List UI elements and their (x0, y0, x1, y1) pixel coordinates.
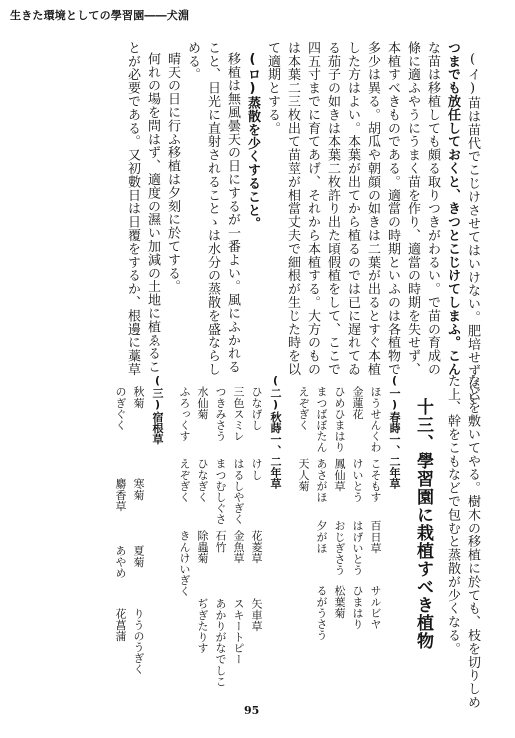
page-number: 95 (244, 704, 260, 717)
paragraph-line: つまでも放任しておくと、きつとこじけてしまふ。こん (445, 41, 460, 376)
plant-name: えぞぎく (178, 458, 191, 503)
paragraph-line: る茄子の如きは本葉二枚許り出た頃假植をして、ここで (325, 41, 340, 376)
plant-name: 矢車草 (250, 598, 263, 632)
plant-name: 水仙菊 (196, 386, 209, 420)
paragraph-line: (イ)苗は苗代でこじけさせてはいけない。肥培せずにい (465, 52, 480, 405)
plant-name: えぞぎく (297, 386, 310, 431)
plant-name: 夕がほ (315, 520, 328, 554)
plant-name: のぎぐく (114, 386, 127, 431)
plant-name: 花菖蒲 (114, 608, 127, 642)
paragraph-line: こと、日光に直射されることゝは水分の蒸散を盛ならし (205, 41, 220, 376)
plant-name: あかりがなでしこ (214, 598, 227, 687)
paragraph-line: 移植は無風曇天の日にするが一番よい。風にふかれる (225, 52, 240, 374)
plant-name: ぢぎたりす (196, 598, 209, 654)
plant-name: 金蓮花 (351, 386, 364, 420)
paragraph-line: た上、幹をこもなどで包むと蒸散が少くなる。 (445, 374, 460, 656)
list-heading: (三)宿根草 (151, 374, 164, 445)
plant-name: 金魚草 (232, 530, 245, 564)
plant-name: 三色スミレ (232, 386, 245, 442)
plant-name: こそもす (369, 458, 382, 503)
plant-name: あやめ (114, 545, 127, 579)
paragraph-line: 本植すべきものである。適當の時期といふのは各植物で (385, 41, 400, 376)
plant-name: 天人菊 (297, 458, 310, 492)
plant-name: ひまはり (351, 585, 364, 630)
paragraph-line: める。 (185, 41, 200, 82)
plant-name: スキートピー (232, 598, 245, 665)
plant-name: りうのうぎく (132, 608, 145, 675)
plant-name: ひなげし (250, 386, 263, 431)
paragraph-line: は本葉二三枚出て苗莖が相當丈夫で細根が生じた時を以 (285, 41, 300, 376)
plant-name: まつむしぐさ (214, 458, 227, 525)
running-header: 生きた環境としての學習園――犬淵 (10, 9, 190, 22)
plant-name: 夏菊 (132, 545, 145, 568)
subheading: (ロ)蒸散を少くすること。 (245, 52, 260, 231)
plant-name: つきみさう (214, 386, 227, 442)
paragraph-line: などを敷いてやる。樹木の移植に於ても、枝を切りしめ (465, 374, 480, 709)
plant-name: 花菱草 (250, 530, 263, 564)
paragraph-line: 晴天の日に行ふ移植は夕刻に於てする。 (165, 52, 180, 294)
plant-name: けいとう (351, 458, 364, 503)
paragraph-line: 條に適ふやうにうまく苗を作り、適當の時期を失せず、 (405, 41, 420, 376)
paragraph-line: 多少は異る。胡瓜や朝顔の如きは二葉が出るとすぐ本植 (365, 41, 380, 376)
plant-name: ほうせんくわ (369, 386, 382, 453)
plant-name: はるしやぎく (232, 458, 245, 525)
plant-name: 麝香草 (114, 478, 127, 512)
section-title: 十三、學習園に栽植すべき植物 (413, 398, 433, 650)
plant-name: 寒菊 (132, 478, 145, 501)
plant-name: まつばぼたん (315, 386, 328, 453)
plant-name: 秋菊 (132, 386, 145, 409)
paragraph-line: 四五寸までに育てあげ、それから本植する。大方のもの (305, 41, 320, 376)
list-heading: (一)春蒔一、二年草 (388, 374, 401, 489)
paragraph-line: な苗は移植しても頗る取りつきがわるい。で苗の育成の (425, 41, 440, 376)
plant-name: 除蟲菊 (196, 530, 209, 564)
plant-name: おじぎさう (333, 520, 346, 576)
plant-name: サルビヤ (369, 585, 382, 630)
plant-name: ひなぎく (196, 458, 209, 503)
plant-name: 鳳仙草 (333, 458, 346, 492)
paragraph-line: とが必要である。又初數日は日覆をするか、根邊に藁草 (125, 41, 140, 376)
plant-name: 松葉菊 (333, 585, 346, 619)
paragraph-line: 何れの場を問はず、適度の濕い加減の土地に植ゑるこ (145, 52, 160, 374)
plant-name: 百日草 (369, 520, 382, 554)
plant-name: 石竹 (214, 530, 227, 553)
paragraph-line: て適期とする。 (265, 41, 280, 135)
plant-name: るがうさう (315, 585, 328, 641)
plant-name: けし (250, 458, 263, 481)
plant-name: あさがほ (315, 458, 328, 503)
plant-name: ひめひまはり (333, 386, 346, 453)
plant-name: はげいとう (351, 520, 364, 576)
paragraph-line: した方はよい。本葉が出てから植るのでは已に遅れてゐ (345, 41, 360, 376)
list-heading: (二)秋蒔一、二年草 (269, 374, 282, 489)
plant-name: きんけいぎく (178, 530, 191, 597)
plant-name: ふろっくす (178, 386, 191, 442)
